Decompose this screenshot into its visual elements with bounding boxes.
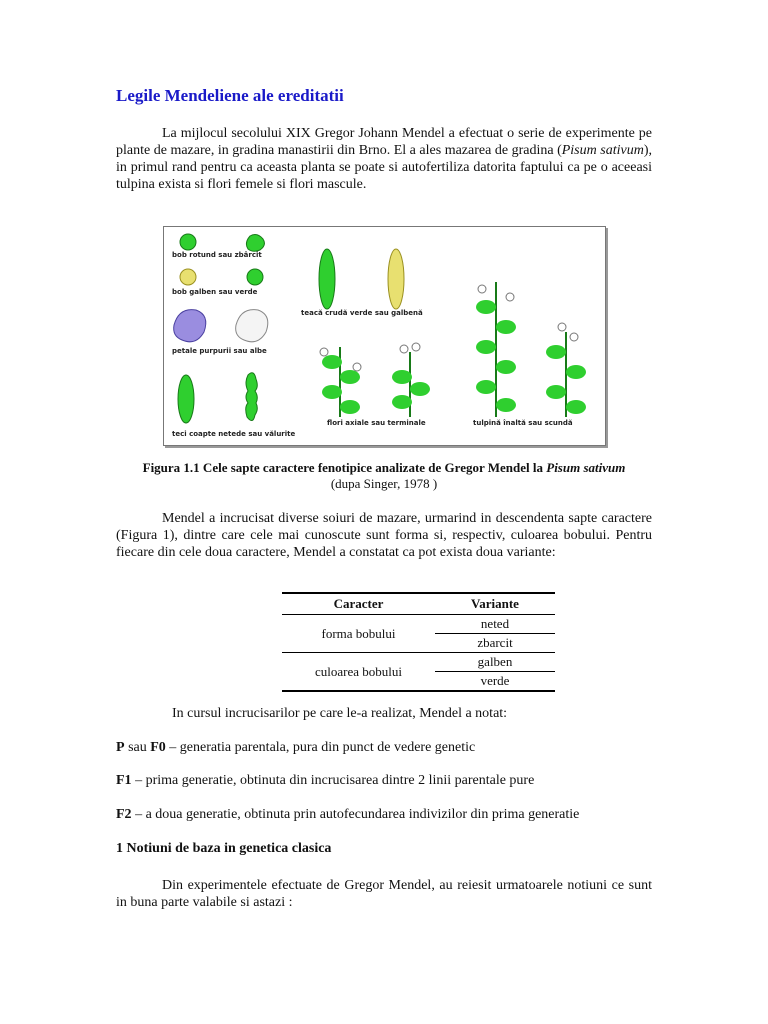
label-seed-color: bob galben sau verde bbox=[172, 288, 258, 296]
green-unripe-pod bbox=[319, 249, 335, 309]
definition-text: – prima generatie, obtinuta din incrucisarea dintre 2 linii parentale pure bbox=[131, 773, 535, 788]
purple-flower bbox=[174, 310, 206, 342]
definition-text: – a doua generatie, obtinuta prin autofecundarea indivizilor din prima generatie bbox=[131, 807, 580, 822]
body-text: Mendel a incrucisat diverse soiuri de mazare, urmarind in descendenta sapte caractere (Figura 1), dintre care cele mai cunoscute sunt forma si, respectiv, culoarea bobului. Pentru fiecare din cele doua caractere, Mendel a constatat ca pot exista doua variante: bbox=[116, 511, 652, 560]
figure-illustration bbox=[164, 227, 605, 445]
intro-species: Pisum sativum bbox=[561, 143, 644, 158]
table-row bbox=[282, 615, 555, 634]
body-paragraph bbox=[116, 510, 652, 561]
axial-flower-plant bbox=[320, 347, 361, 417]
intro-text: La mijlocul secolului XIX Gregor Johann Mendel a efectuat o serie de experimente pe plante de mazare, in gradina manastirii din Brno. El a ales mazarea de gradina ( bbox=[116, 126, 652, 158]
caption-text: Figura 1.1 Cele sapte caractere fenotipice analizate de Gregor Mendel la bbox=[142, 460, 547, 475]
header-variants: Variante bbox=[435, 593, 555, 615]
note-text: In cursul incrucisarilor pe care le-a realizat, Mendel a notat: bbox=[172, 706, 508, 721]
term: F0 bbox=[150, 740, 166, 755]
section-heading: 1 Notiuni de baza in genetica clasica bbox=[116, 841, 332, 856]
caption-species: Pisum sativum bbox=[546, 460, 626, 475]
definition-text: – generatia parentala, pura din punct de vedere genetic bbox=[165, 740, 476, 755]
intro-text-end: ), in primul rand pentru ca aceasta planta se poate si autofertiliza datorita faptului ca pe o aceeasi tulpina exista si flori femele si flori mascule. bbox=[116, 143, 652, 192]
term: F2 bbox=[116, 807, 132, 822]
closing-paragraph bbox=[116, 877, 652, 911]
figure-caption bbox=[116, 460, 652, 476]
definition-f1 bbox=[116, 773, 534, 789]
cell-variant: zbarcit bbox=[435, 634, 555, 653]
white-flower bbox=[236, 310, 268, 342]
cell-variant: galben bbox=[435, 653, 555, 672]
terminal-flower-plant bbox=[392, 343, 430, 417]
page-title: Legile Mendeliene ale ereditatii bbox=[116, 86, 344, 105]
variants-table bbox=[282, 592, 555, 692]
definition-f2 bbox=[116, 807, 579, 823]
cell-variant: neted bbox=[435, 615, 555, 634]
yellow-seed bbox=[180, 269, 196, 285]
cell-variant: verde bbox=[435, 672, 555, 692]
round-seed bbox=[180, 234, 196, 250]
constricted-pod bbox=[246, 373, 258, 421]
smooth-pod bbox=[178, 375, 194, 423]
green-seed bbox=[247, 269, 263, 285]
short-plant bbox=[546, 323, 586, 417]
label-petals: petale purpurii sau albe bbox=[172, 347, 267, 355]
table-row bbox=[282, 653, 555, 672]
label-stem: tulpină înaltă sau scundă bbox=[473, 419, 573, 427]
label-pod-shape: teci coapte netede sau vălurite bbox=[172, 430, 296, 438]
label-flowers: flori axiale sau terminale bbox=[327, 419, 426, 427]
yellow-unripe-pod bbox=[388, 249, 404, 309]
term: P bbox=[116, 740, 125, 755]
label-pod-color: teacă crudă verde sau galbenă bbox=[301, 309, 423, 317]
term-join: sau bbox=[124, 740, 151, 755]
wrinkled-seed bbox=[246, 235, 264, 252]
cell-character: forma bobului bbox=[282, 615, 435, 653]
label-seed-shape: bob rotund sau zbârcit bbox=[172, 251, 262, 259]
term: F1 bbox=[116, 773, 132, 788]
figure-pea-traits bbox=[163, 226, 606, 446]
figure-source: (dupa Singer, 1978 ) bbox=[330, 476, 438, 491]
tall-plant bbox=[476, 282, 516, 417]
closing-text: Din experimentele efectuate de Gregor Mendel, au reiesit urmatoarele notiuni ce sunt in buna parte valabile si astazi : bbox=[116, 878, 652, 910]
cell-character: culoarea bobului bbox=[282, 653, 435, 692]
intro-paragraph bbox=[116, 125, 652, 193]
table-header-row bbox=[282, 593, 555, 615]
header-character: Caracter bbox=[282, 593, 435, 615]
definition-p-f0 bbox=[116, 740, 475, 756]
